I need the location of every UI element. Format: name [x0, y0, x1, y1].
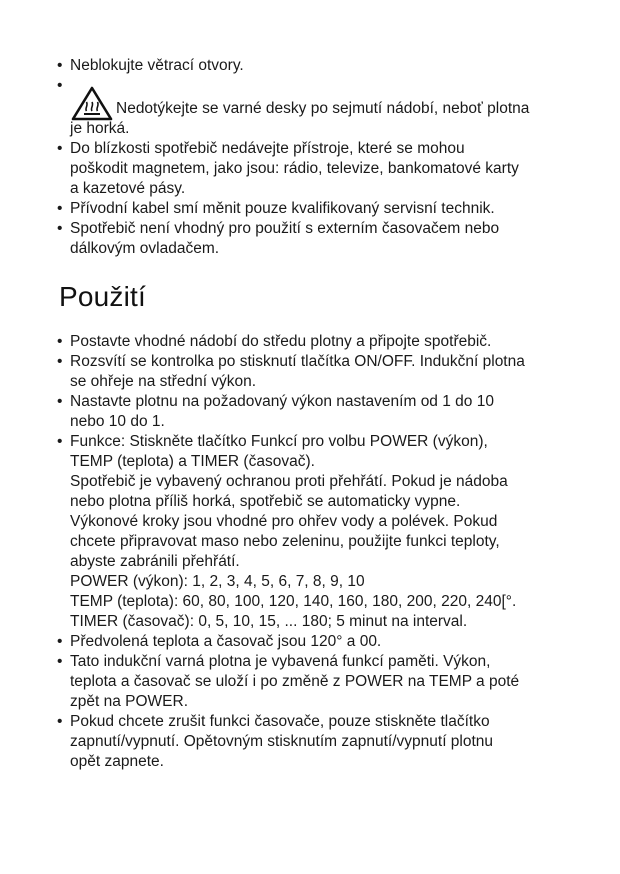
list-item: [0, 199, 620, 219]
text-line: Přívodní kabel smí měnit pouze kvalifikovaný servisní technik.: [70, 200, 495, 217]
text-line: zapnutí/vypnutí. Opětovným stisknutím zapnutí/vypnutí plotnu: [70, 733, 494, 750]
bullet: •: [57, 633, 63, 650]
list-item: [0, 432, 620, 632]
text-line: Do blízkosti spotřebič nedávejte přístroje, které se mohou: [70, 140, 465, 157]
text-line: TEMP (teplota) a TIMER (časovač).: [70, 453, 315, 470]
text-line: nebo plotna příliš horká, spotřebič se automaticky vypne.: [70, 493, 461, 510]
list-item: [0, 632, 620, 652]
text-line: abyste zabránili přehřátí.: [70, 553, 240, 570]
text-line: Spotřebič je vybavený ochranou proti přehřátí. Pokud je nádoba: [70, 473, 508, 490]
list-item: [0, 352, 620, 392]
list-item-warning: [0, 76, 620, 139]
text-line: Tato indukční varná plotna je vybavená funkcí paměti. Výkon,: [70, 653, 491, 670]
text-line: se ohřeje na střední výkon.: [70, 373, 257, 390]
bullet: •: [57, 353, 63, 370]
text-line: Pokud chcete zrušit funkci časovače, pouze stiskněte tlačítko: [70, 713, 490, 730]
bullet: •: [57, 713, 63, 730]
text-line: Postavte vhodné nádobí do středu plotny a připojte spotřebič.: [70, 333, 492, 350]
text-line: je horká.: [70, 120, 130, 137]
list-item: [0, 712, 620, 772]
list-item: [0, 219, 620, 259]
hot-surface-warning-icon: [71, 86, 113, 122]
text-line: POWER (výkon): 1, 2, 3, 4, 5, 6, 7, 8, 9, 10: [70, 573, 365, 590]
list-item: [0, 139, 620, 199]
bullet: •: [57, 200, 63, 217]
text-line: Rozsvítí se kontrolka po stisknutí tlačítka ON/OFF. Indukční plotna: [70, 353, 525, 370]
bullet: •: [57, 140, 63, 157]
text-line: opět zapnete.: [70, 753, 164, 770]
list-item: [0, 652, 620, 712]
text-line: Neblokujte větrací otvory.: [70, 57, 244, 74]
bullet: •: [57, 333, 63, 350]
text-line: teplota a časovač se uloží i po změně z POWER na TEMP a poté: [70, 673, 520, 690]
text-line: Nastavte plotnu na požadovaný výkon nastavením od 1 do 10: [70, 393, 494, 410]
bullet: •: [57, 393, 63, 410]
safety-list: [0, 56, 620, 259]
bullet: •: [57, 77, 63, 94]
bullet: •: [57, 220, 63, 237]
text-line: dálkovým ovladačem.: [70, 240, 220, 257]
usage-list: [0, 332, 620, 772]
text-line: TEMP (teplota): 60, 80, 100, 120, 140, 160, 180, 200, 220, 240[°.: [70, 593, 517, 610]
text-line: Nedotýkejte se varné desky po sejmutí nádobí, neboť plotna: [116, 100, 530, 117]
list-item: [0, 332, 620, 352]
text-line: TIMER (časovač): 0, 5, 10, 15, ... 180; 5 minut na interval.: [70, 613, 468, 630]
list-item: [0, 56, 620, 76]
text-line: Výkonové kroky jsou vhodné pro ohřev vody a polévek. Pokud: [70, 513, 498, 530]
text-line: chcete připravovat maso nebo zeleninu, použijte funkci teploty,: [70, 533, 500, 550]
list-item: [0, 392, 620, 432]
text-line: a kazetové pásy.: [70, 180, 186, 197]
text-line: poškodit magnetem, jako jsou: rádio, televize, bankomatové karty: [70, 160, 519, 177]
section-title: Použití: [59, 281, 146, 312]
text-line: Funkce: Stiskněte tlačítko Funkcí pro volbu POWER (výkon),: [70, 433, 488, 450]
text-line: zpět na POWER.: [70, 693, 189, 710]
text-line: Spotřebič není vhodný pro použití s externím časovačem nebo: [70, 220, 500, 237]
text-line: nebo 10 do 1.: [70, 413, 165, 430]
text-line: Předvolená teplota a časovač jsou 120° a 00.: [70, 633, 382, 650]
bullet: •: [57, 433, 63, 450]
bullet: •: [57, 57, 63, 74]
bullet: •: [57, 653, 63, 670]
